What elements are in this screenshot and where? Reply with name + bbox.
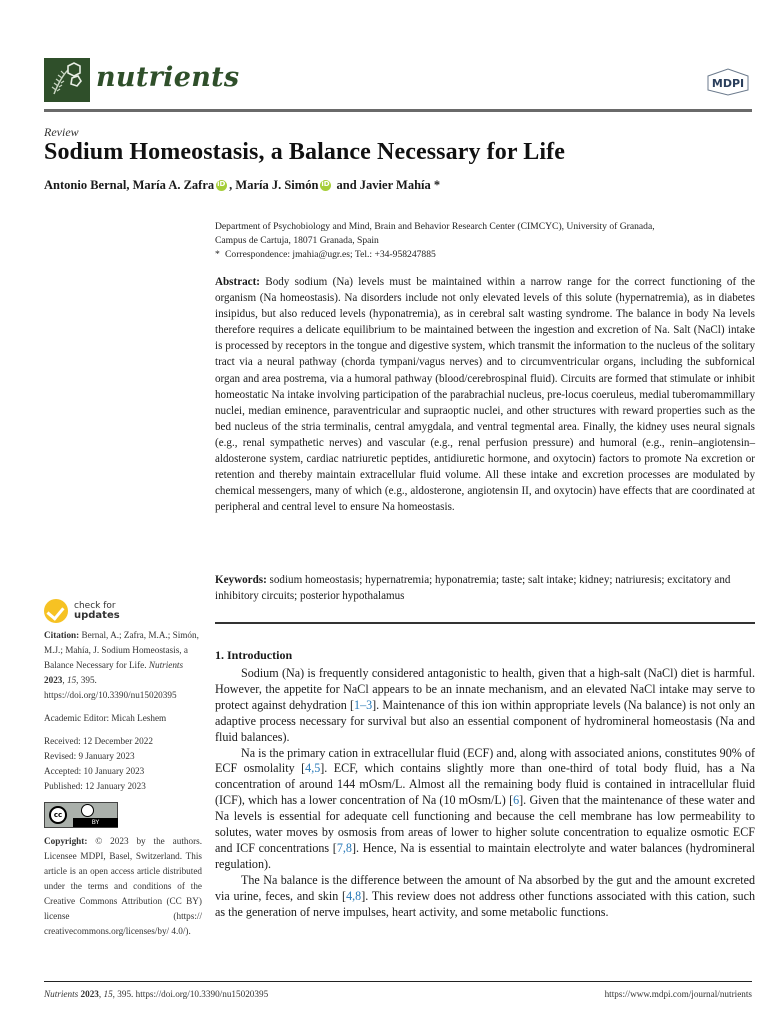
check-for-updates-button[interactable]: check for updates: [44, 598, 202, 624]
reference-link[interactable]: 4,5: [305, 761, 321, 776]
copyright-notice: Copyright: © 2023 by the authors. Licensee MDPI, Basel, Switzerland. This article is an open access article distributed under the terms and conditions of the Creative Commons Attribution (CC BY) license (https:// creativecommons.org/licenses/by/ 4.0/).: [44, 836, 202, 936]
svg-text:MDPI: MDPI: [711, 77, 745, 90]
person-icon: [81, 804, 94, 817]
paragraph: The Na balance is the difference between the amount of Na absorbed by the gut and the amount excreted via urine, feces, and skin [4,8]. This review does not address other functions associated with this cation, such as the generation of nerve impulses, heart activity, and some metabolic functions.: [215, 872, 755, 919]
cc-by-license-icon[interactable]: cc BY: [44, 802, 118, 828]
author-name: María J. Simón: [235, 178, 319, 192]
header-rule: [44, 109, 752, 112]
journal-header: [44, 56, 754, 108]
publication-dates: [44, 734, 202, 794]
author-name: Javier Mahía *: [359, 178, 441, 192]
correspondence: * Correspondence: jmahia@ugr.es; Tel.: +34-958247885: [215, 249, 436, 260]
abstract-label: Abstract:: [215, 276, 260, 288]
paragraph: Na is the primary cation in extracellular fluid (ECF) and, along with associated anions, constitutes 90% of ECF osmolality [4,5]. ECF, which contains slightly more than one-third of total body fluid, has a Na concentration of around 144 mOsm/L. Almost all the remaining body fluid is contained in intracellular fluid (ICF), which has a lower concentration of Na (10 mOsm/L) [6]. Given that the maintenance of these water and Na levels is essential for adequate cell functioning and because the cell membrane has low permeability to solutes, water moves by osmosis from areas of lower to higher solute concentration to equalize osmotic ECF and ICF concentrations [7,8]. Hence, Na is essential to maintain electrolyte and water balances (hydromineral regulation).: [215, 745, 755, 871]
author-name: María A. Zafra: [132, 178, 215, 192]
article-type: Review: [44, 125, 79, 139]
received-date: Received: 12 December 2022: [44, 736, 153, 746]
abstract-text: Body sodium (Na) levels must be maintained within a narrow range for the correct functioning of the organism (Na homeostasis). Na disorders include not only elevated levels of this solute (hypernatremia), as in diabetes insipidus, but also reduced levels (hyponatremia), as in cerebral salt wasting syndrome. The balance in body Na levels therefore requires a delicate equilibrium to be maintained between the ingestion and excretion of Na. Salt (NaCl) intake is processed by receptors in the tongue and digestive system, which transmit the information to the nucleus of the solitary tract via a neural pathway (chorda tympani/vagus nerves) and to circumventricular organs, including the subfornical organ and area postrema, via a humoral pathway (blood/cerebrospinal fluid). Circuits are formed that stimulate or inhibit homeostatic Na intake involving participation of the parabrachial nucleus, pre-locus coeruleus, medial tuberomammillary nuclei, median eminence, paraventricular and supraoptic nuclei, and other structures with reward properties such as the bed nucleus of the stria terminalis, central amygdala, and ventral tegmental area. Finally, the kidney uses neural signals (e.g., renal sympathetic nerves) and vascular (e.g., renal perfusion pressure) and humoral (e.g., renin–angiotensin–aldosterone system, cardiac natriuretic peptides, antidiuretic hormone, and oxytocin) factors to promote Na excretion or retention and thereby maintain extracellular fluid volume. All these intake and excretion processes are modulated by chemical messengers, many of which (e.g., aldosterone, angiotensin II, and oxytocin) have effects that are coordinated at peripheral and central level to ensure Na homeostasis.: [215, 276, 755, 514]
published-date: Published: 12 January 2023: [44, 781, 146, 791]
footer-doi-link[interactable]: , 395. https://doi.org/10.3390/nu15020395: [112, 989, 269, 999]
citation: Citation: Bernal, A.; Zafra, M.A.; Simón, M.J.; Mahía, J. Sodium Homeostasis, a Balance Necessary for Life. Nutrients 2023, 15, 395. https://doi.org/10.3390/nu15020395: [44, 630, 199, 700]
footer-citation: Nutrients 2023, 15, 395. https://doi.org/10.3390/nu15020395: [44, 989, 269, 999]
article-info-sidebar: [44, 598, 202, 939]
introduction-section: [215, 648, 755, 921]
section-divider: [215, 622, 755, 624]
paragraph: Sodium (Na) is frequently considered antagonistic to health, given that a high-salt (NaCl) diet is harmful. However, the appetite for NaCl appears to be an innate mechanism, and an elevated NaCl intake may serve to protect against dehydration [1–3]. Maintenance of this ion within appropriate levels (Na balance) is not only an adaptive process necessary for survival but also an essential component of hydromineral homeostasis (Na and fluid balances).: [215, 666, 755, 744]
accepted-date: Accepted: 10 January 2023: [44, 766, 145, 776]
revised-date: Revised: 9 January 2023: [44, 751, 135, 761]
section-heading: 1. Introduction: [215, 648, 293, 662]
mdpi-logo-icon: [702, 68, 754, 96]
abstract: [215, 274, 755, 515]
orcid-icon[interactable]: [216, 180, 227, 191]
reference-link[interactable]: 4,8: [346, 888, 362, 903]
article-title: Sodium Homeostasis, a Balance Necessary for Life: [44, 139, 565, 165]
nutrients-logo-icon: [44, 58, 90, 102]
reference-link[interactable]: 7,8: [336, 840, 352, 855]
orcid-icon[interactable]: [320, 180, 331, 191]
checkmark-icon: [44, 599, 68, 623]
affiliation: Department of Psychobiology and Mind, Brain and Behavior Research Center (CIMCYC), University of Granada, Campus de Cartuja, 18071 Granada, Spain * Correspondence: jmahia@ugr.es; Tel.: +34-958247885: [215, 220, 755, 262]
journal-name: nutrients: [96, 62, 240, 93]
keywords: [215, 572, 755, 604]
reference-link[interactable]: 1–3: [354, 697, 373, 712]
keywords-label: Keywords:: [215, 574, 267, 586]
keywords-text: sodium homeostasis; hypernatremia; hyponatremia; taste; salt intake; kidney; natriuresis; excitatory and inhibitory circuits; posterior hypothalamus: [215, 574, 731, 602]
footer-rule: [44, 981, 752, 982]
reference-link[interactable]: 6: [513, 793, 520, 808]
author-name: Antonio Bernal: [44, 178, 127, 192]
academic-editor: Academic Editor: Micah Leshem: [44, 713, 167, 723]
journal-url-link[interactable]: https://www.mdpi.com/journal/nutrients: [604, 989, 752, 999]
author-list: Antonio Bernal , María A. Zafra iD , María J. Simón iD and Javier Mahía *: [44, 178, 440, 193]
citation-doi-link[interactable]: https://doi.org/10.3390/nu15020395: [44, 690, 177, 700]
